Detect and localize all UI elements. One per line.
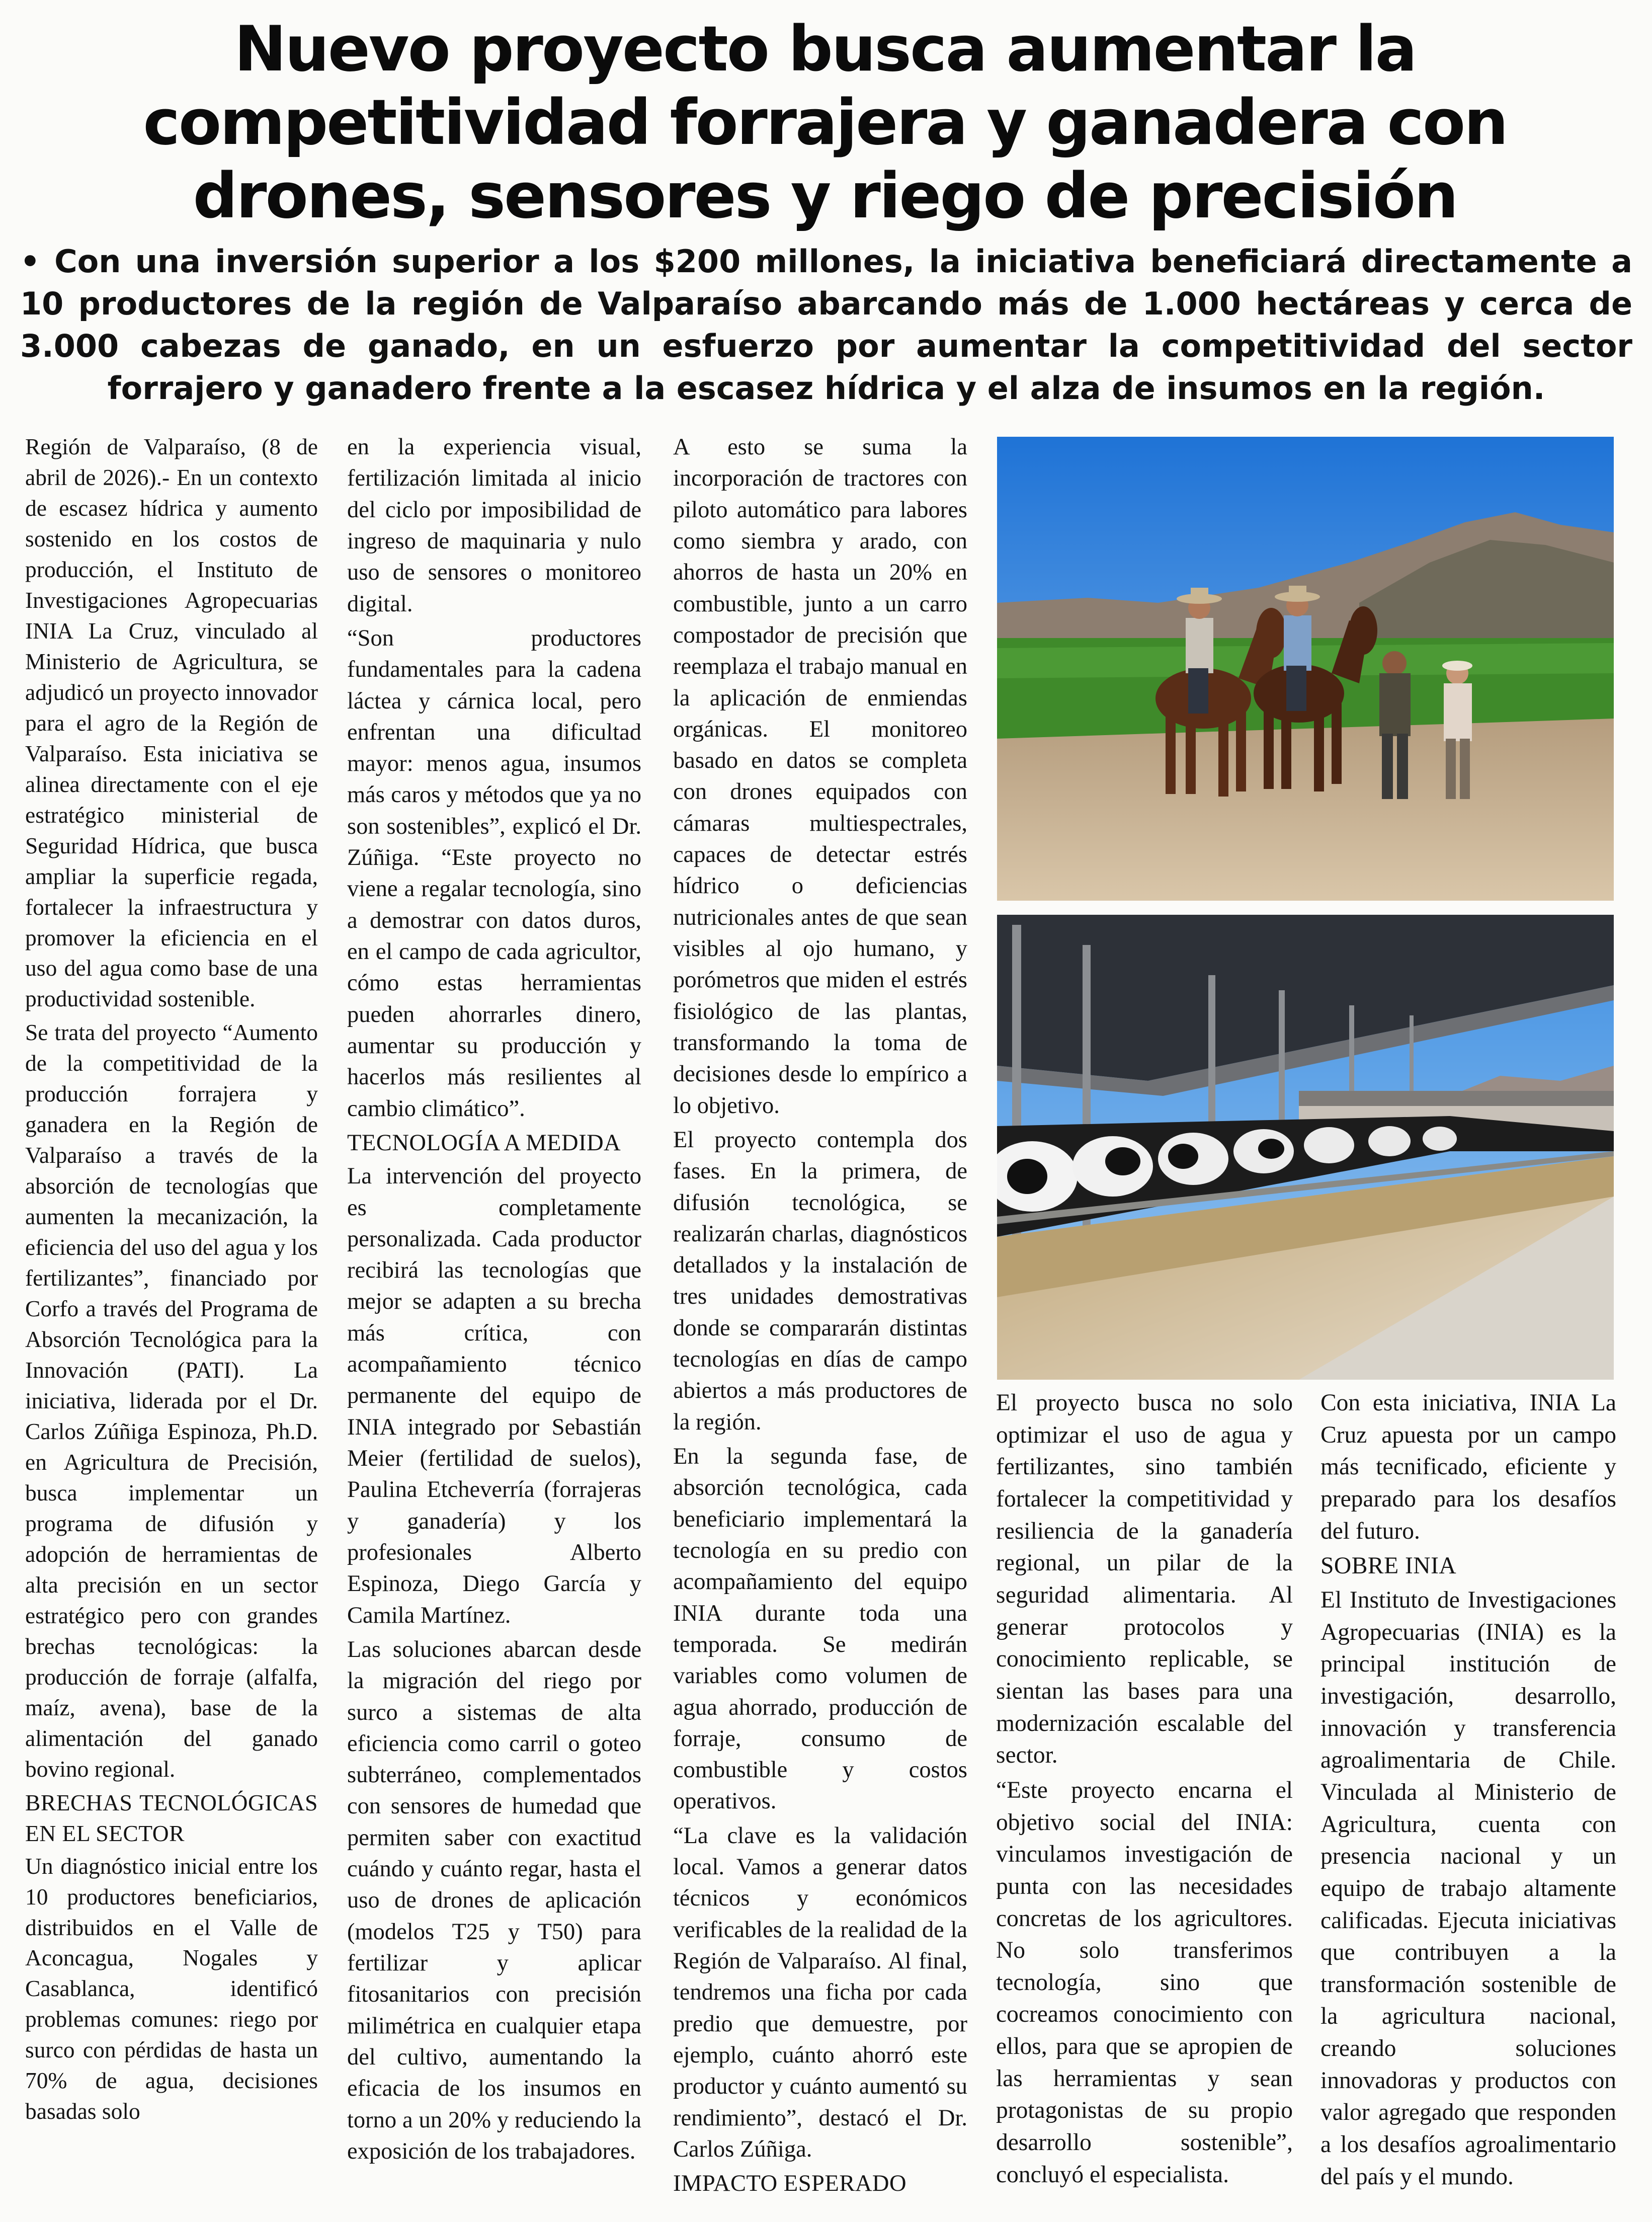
paragraph: Un diagnóstico inicial entre los 10 productores beneficiarios, distribuidos en el Valle de Aconcagua, Nogales y Casablanca, identificó problemas comunes: riego por surco con pérdidas de hasta un 70% de agua, decisiones basadas solo bbox=[25, 1853, 318, 2124]
paragraph: En la segunda fase, de absorción tecnológica, cada beneficiario implementará la tecnología en su predio con acompañamiento del equipo INIA durante toda una temporada. Se medirán variables como volumen de agua ahorrado, producción de forraje, consumo de combustible y costos operativos. bbox=[673, 1444, 967, 1814]
paragraph: La intervención del proyecto es completamente personalizada. Cada productor recibirá las tecnologías que mejor se adapten a su brecha más crítica, con acompañamiento técnico permanente del equipo de INIA integrado por Sebastián Meier (fertilidad de suelos), Paulina Etcheverría (forrajeras y ganadería) y los profesionales Alberto Espinoza, Diego García y Camila Martínez. bbox=[347, 1163, 641, 1628]
paragraph: Se trata del proyecto “Aumento de la competitividad de la producción forrajera y ganadera en la Región de Valparaíso a través de la absorción de tecnologías que aumenten la mecanización, la eficiencia del uso del agua y los fertilizantes”, financiado por Corfo a través del Programa de Absorción Tecnológica para la Innovación (PATI). La iniciativa, liderada por el Dr. Carlos Zúñiga Espinoza, Ph.D. en Agricultura de Precisión, busca implementar un programa de difusión y adopción de herramientas de alta precisión en un sector estratégico pero con grandes brechas tecnológicas: la producción de forraje (alfalfa, maíz, avena), base de la alimentación del ganado bovino regional. bbox=[25, 1019, 318, 1782]
photo-cattle-shed bbox=[997, 915, 1614, 1380]
section-subheading: BRECHAS TECNOLÓGICAS EN EL SECTOR bbox=[25, 1789, 318, 1846]
paragraph: “Este proyecto encarna el objetivo social del INIA: vinculamos investigación de punta con las necesidades concretas de los agricultores. No solo transferimos tecnología, sino que cocreamos conocimiento con ellos, para que se apropien de las herramientas y sean protagonistas de su propio desarrollo sostenible”, concluyó el especialista. bbox=[996, 1777, 1293, 2188]
paragraph: Con esta iniciativa, INIA La Cruz apuesta por un campo más tecnificado, eficiente y preparado para los desafíos del futuro. bbox=[1320, 1390, 1616, 1544]
paragraph: A esto se suma la incorporación de tractores con piloto automático para labores como siembra y arado, con ahorros de hasta un 20% en combustible, junto a un carro compostador de precisión que reemplaza el trabajo manual en la aplicación de enmiendas orgánicas. El monitoreo basado en datos se completa con drones equipados con cámaras multiespectrales, capaces de detectar estrés hídrico o deficiencias nutricionales antes de que sean visibles al ojo humano, y porómetros que miden el estrés fisiológico de las plantas, transformando la toma de decisiones desde lo empírico a lo objetivo. bbox=[673, 434, 967, 1119]
paragraph: Región de Valparaíso, (8 de abril de 2026).- En un contexto de escasez hídrica y aumento sostenido en los costos de producción, el Instituto de Investigaciones Agropecuarias INIA La Cruz, vinculado al Ministerio de Agricultura, se adjudicó un proyecto innovador para el agro de la Región de Valparaíso. Esta iniciativa se alinea directamente con el eje estratégico ministerial de Seguridad Hídrica, que busca ampliar la superficie regada, fortalecer la infraestructura y promover la eficiencia en el uso del agua como base de una productividad sostenible. bbox=[25, 434, 318, 1012]
paragraph: “La clave es la validación local. Vamos a generar datos técnicos y económicos verificables de la realidad de la Región de Valparaíso. Al final, tendremos una ficha por cada predio que demuestre, por ejemplo, cuánto ahorró este productor y cuánto aumentó su rendimiento”, destacó el Dr. Carlos Zúñiga. bbox=[673, 1822, 967, 2162]
article-column-4 bbox=[996, 1387, 1293, 2194]
paragraph: “Son productores fundamentales para la cadena láctea y cárnica local, pero enfrentan una dificultad mayor: menos agua, insumos más caros y métodos que ya no son sostenibles”, explicó el Dr. Zúñiga. “Este proyecto no viene a regalar tecnología, sino a demostrar con datos duros, en el campo de cada agricultor, cómo estas herramientas pueden ahorrarles dinero, aumentar su producción y hacerlos más resilientes al cambio climático”. bbox=[347, 625, 641, 1122]
deck-summary: • Con una inversión superior a los $200 millones, la iniciativa beneficiará directamente a 10 productores de la región de Valparaíso abarcando más de 1.000 hectáreas y cerca de 3.000 cabezas de ganado, en un esfuerzo por aumentar la competitividad del sector forrajero y ganadero frente a la escasez hídrica y el alza de insumos en la región. bbox=[20, 243, 1632, 407]
photo-field-horses bbox=[997, 437, 1614, 901]
paragraph: El proyecto busca no solo optimizar el uso de agua y fertilizantes, sino también fortalecer la competitividad y resiliencia de la ganadería regional, un pilar de la seguridad alimentaria. Al generar protocolos y conocimiento replicable, se sientan las bases para una modernización escalable del sector. bbox=[996, 1390, 1293, 1769]
section-subheading: IMPACTO ESPERADO bbox=[673, 2171, 907, 2197]
section-subheading: TECNOLOGÍA A MEDIDA bbox=[347, 1130, 621, 1156]
paragraph: Las soluciones abarcan desde la migración del riego por surco a sistemas de alta eficiencia como carril o goteo subterráneo, complementados con sensores de humedad que permiten saber con exactitud cuándo y cuánto regar, hasta el uso de drones de aplicación (modelos T25 y T50) para fertilizar y aplicar fitosanitarios con precisión milimétrica en cualquier etapa del cultivo, aumentando la eficacia de los insumos en torno a un 20% y reduciendo la exposición de los trabajadores. bbox=[347, 1636, 641, 2164]
headline: Nuevo proyecto busca aumentar la competitividad forrajera y ganadera con drones, sensores y riego de precisión bbox=[143, 13, 1507, 232]
section-subheading: SOBRE INIA bbox=[1320, 1553, 1457, 1579]
article-column-5 bbox=[1320, 1387, 1616, 2196]
article-column-1 bbox=[25, 432, 318, 2130]
article-column-3 bbox=[673, 432, 967, 2202]
article-column-2 bbox=[347, 432, 641, 2170]
paragraph: El Instituto de Investigaciones Agropecuarias (INIA) es la principal institución de investigación, desarrollo, innovación y transferencia agroalimentaria de Chile. Vinculada al Ministerio de Agricultura, cuenta con presencia nacional y un equipo de trabajo altamente calificadas. Ejecuta iniciativas que contribuyen a la transformación sostenible de la agricultura nacional, creando soluciones innovadoras y productos con valor agregado que responden a los desafíos agroalimentario del país y el mundo. bbox=[1320, 1586, 1616, 2190]
paragraph: en la experiencia visual, fertilización limitada al inicio del ciclo por imposibilidad de ingreso de maquinaria y nulo uso de sensores o monitoreo digital. bbox=[347, 434, 641, 617]
paragraph: El proyecto contempla dos fases. En la primera, de difusión tecnológica, se realizarán charlas, diagnósticos detallados y la instalación de tres unidades demostrativas donde se compararán distintas tecnologías en días de campo abiertos a más productores de la región. bbox=[673, 1127, 967, 1435]
